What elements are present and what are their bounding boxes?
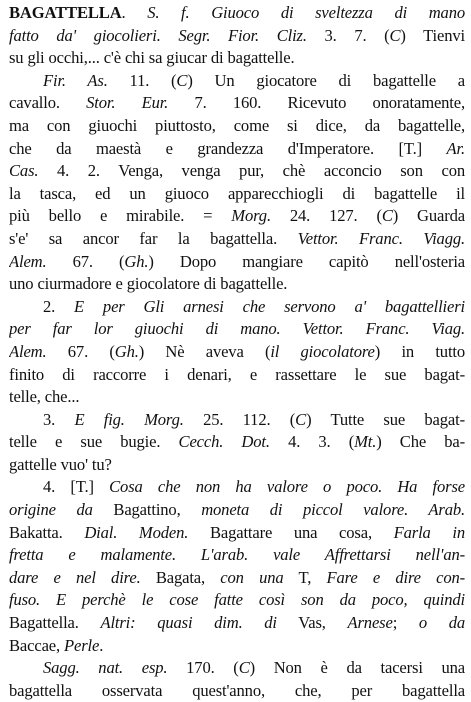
text-line xyxy=(9,25,465,48)
text-line xyxy=(9,680,465,702)
text-segment: telle e sue bugie. xyxy=(9,432,179,452)
text-line xyxy=(9,476,465,499)
italic-text: Farla in xyxy=(393,522,465,542)
text-segment: la tasca, ed un giuoco apparecchiogli di bagattelle il xyxy=(9,183,465,203)
text-segment: telle, che... xyxy=(9,387,80,407)
text-segment: Vas, xyxy=(276,613,348,633)
text-line xyxy=(9,273,465,296)
text-segment: 4. [T.] xyxy=(43,477,110,497)
text-segment: 4. 2. Venga, venga pur, chè acconcio son con xyxy=(38,161,465,181)
text-segment: 3. 7. ( xyxy=(306,25,390,45)
text-line xyxy=(9,431,465,454)
italic-text: Gh. xyxy=(114,341,139,361)
text-line xyxy=(9,454,465,477)
text-line xyxy=(9,386,465,409)
italic-text: fuso. E perchè le cose fatte così son da poco, quindi xyxy=(9,590,465,610)
text-segment: uno ciurmadore e giocolatore di bagattelle. xyxy=(9,274,288,294)
italic-text: Perle xyxy=(64,635,100,655)
text-segment: gattelle vuo' tu? xyxy=(9,454,112,474)
text-segment: su gli occhi,... c'è chi sa giucar di bagattelle. xyxy=(9,48,295,68)
text-line xyxy=(9,589,465,612)
italic-text: C xyxy=(176,70,188,90)
text-line xyxy=(9,409,465,432)
text-segment: bagattella osservata quest'anno, che, per bagattella xyxy=(9,680,465,700)
italic-text: Stor. Eur. xyxy=(86,93,169,113)
italic-text: Gh. xyxy=(124,251,149,271)
italic-text: Sagg. nat. esp. xyxy=(43,658,168,678)
text-segment: s'e' sa ancor far la bagattella. xyxy=(9,228,298,248)
text-segment: 4. 3. ( xyxy=(269,432,355,452)
italic-text: per far lor giuochi di mano. Vettor. Franc. Viag. xyxy=(9,319,465,339)
italic-text: o da xyxy=(418,613,465,633)
italic-text: fretta e malamente. L'arab. vale Affrettarsi nell'an- xyxy=(9,545,465,565)
italic-text: S. f. Giuoco di sveltezza di mano xyxy=(147,3,465,22)
italic-text: Mt. xyxy=(354,432,377,452)
text-line xyxy=(9,228,465,251)
text-segment: 2. xyxy=(43,296,75,316)
text-segment: cavallo. xyxy=(9,93,87,113)
italic-text: Ar. xyxy=(446,138,465,158)
italic-text: il giocolatore xyxy=(270,341,375,361)
italic-text: Alem. xyxy=(9,341,47,361)
text-segment: 67. ( xyxy=(46,251,125,271)
text-line xyxy=(9,160,465,183)
text-line xyxy=(9,341,465,364)
text-segment: ) Nè aveva ( xyxy=(138,341,271,361)
text-segment: ) in tutto xyxy=(374,341,465,361)
text-line xyxy=(9,92,465,115)
dictionary-entry-bagattella xyxy=(9,2,465,702)
text-segment: finito di raccorre i denari, e rassettare le sue bagat- xyxy=(9,364,465,384)
text-segment: 3. xyxy=(43,409,75,429)
headword: BAGATTELLA xyxy=(9,3,122,22)
text-line xyxy=(9,296,465,319)
text-segment: più bello e mirabile. = xyxy=(9,206,232,226)
text-line xyxy=(9,2,465,25)
italic-text: con una xyxy=(220,567,284,587)
text-line xyxy=(9,183,465,206)
text-line xyxy=(9,567,465,590)
text-segment: ) Non è da tacersi una xyxy=(249,658,465,678)
italic-text: C xyxy=(238,658,250,678)
text-line xyxy=(9,522,465,545)
italic-text: Fir. As. xyxy=(43,70,108,90)
text-line xyxy=(9,47,465,70)
text-segment: 11. ( xyxy=(107,70,177,90)
text-line xyxy=(9,115,465,138)
italic-text: Cosa che non ha valore o poco. Ha forse xyxy=(109,477,465,497)
text-segment: Bakatta. xyxy=(9,522,85,542)
italic-text: Cas. xyxy=(9,161,39,181)
text-line xyxy=(9,318,465,341)
italic-text: Alem. xyxy=(9,251,47,271)
text-line xyxy=(9,205,465,228)
text-segment: 7. 160. Ricevuto onoratamente, xyxy=(168,93,465,113)
text-segment: Bagattare una cosa, xyxy=(188,522,394,542)
italic-text: dare e nel dire. xyxy=(9,567,141,587)
text-segment: ; xyxy=(392,613,419,633)
text-segment: Baccae, xyxy=(9,635,64,655)
text-segment: ) Tienvi xyxy=(400,25,465,45)
text-line xyxy=(9,138,465,161)
text-segment: che da maestà e grandezza d'Imperatore. [T.] xyxy=(9,138,447,158)
text-line xyxy=(9,612,465,635)
italic-text: Altri: quasi dim. di xyxy=(100,613,277,633)
italic-text: C xyxy=(389,25,401,45)
text-segment: ) Dopo mangiare capitò nell'osteria xyxy=(148,251,465,271)
italic-text: fatto da' giocolieri. Segr. Fior. Cliz. xyxy=(9,25,307,45)
text-segment: Bagattino, xyxy=(92,500,202,520)
italic-text: C xyxy=(381,206,393,226)
text-segment: 67. ( xyxy=(46,341,115,361)
italic-text: Morg. xyxy=(231,206,271,226)
text-line xyxy=(9,499,465,522)
text-line xyxy=(9,251,465,274)
italic-text: E fig. Morg. xyxy=(74,409,184,429)
text-segment: ) Un giocatore di bagattelle a xyxy=(187,70,465,90)
italic-text: Fare e dire con- xyxy=(326,567,465,587)
text-segment: T, xyxy=(283,567,327,587)
italic-text: C xyxy=(295,409,307,429)
text-segment: ) Che ba- xyxy=(376,432,465,452)
text-segment: ma con giuochi piuttosto, come si dice, da bagattelle, xyxy=(9,115,465,135)
italic-text: moneta di piccol valore. Arab. xyxy=(201,500,465,520)
text-segment: 24. 127. ( xyxy=(270,206,382,226)
italic-text: origine da xyxy=(9,500,93,520)
italic-text: Arnese xyxy=(347,613,393,633)
text-segment: ) Guarda xyxy=(392,206,465,226)
text-segment: . xyxy=(121,3,148,22)
text-segment: ) Tutte sue bagat- xyxy=(306,409,465,429)
text-line xyxy=(9,657,465,680)
text-segment: . xyxy=(99,635,104,655)
italic-text: Dial. Moden. xyxy=(84,522,189,542)
text-segment: 25. 112. ( xyxy=(183,409,296,429)
text-line xyxy=(9,70,465,93)
italic-text: Vettor. Franc. Viagg. xyxy=(297,228,465,248)
text-segment: Bagattella. xyxy=(9,613,101,633)
italic-text: E per Gli arnesi che servono a' bagattellieri xyxy=(74,296,465,316)
italic-text: Cecch. Dot. xyxy=(178,432,270,452)
text-line xyxy=(9,635,465,658)
text-segment: Bagata, xyxy=(140,567,221,587)
text-line xyxy=(9,544,465,567)
text-line xyxy=(9,364,465,387)
text-segment: 170. ( xyxy=(167,658,239,678)
